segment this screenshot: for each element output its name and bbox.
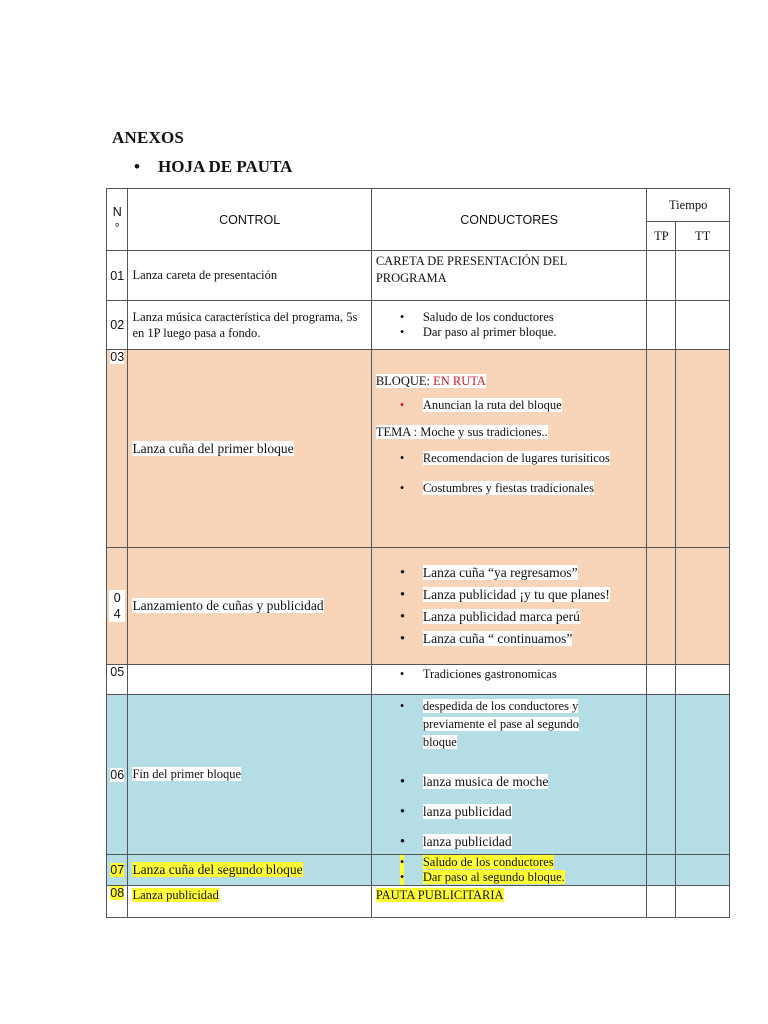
header-conductores: CONDUCTORES [371, 189, 647, 251]
row-conductores [371, 695, 647, 855]
row-number: 0 4 [107, 548, 128, 665]
row-tp [647, 251, 676, 301]
row-control: Lanza cuña del primer bloque [128, 350, 371, 548]
list-item: • Anuncian la ruta del bloque [399, 398, 562, 412]
list-item: • Recomendacion de lugares turisiticos [399, 451, 610, 465]
row-conductores [371, 548, 647, 665]
header-tiempo: Tiempo [647, 189, 730, 222]
list-item: • despedida de los conductores y previamente el pase al segundo bloque [399, 699, 580, 749]
row-tt [676, 665, 730, 695]
table-row [107, 886, 730, 918]
row-tp [647, 548, 676, 665]
table-row [107, 695, 730, 855]
row-control: Lanza publicidad [128, 886, 371, 918]
list-item: • Saludo de los conductores [399, 855, 554, 869]
list-item: • Lanza publicidad marca perú [399, 609, 580, 625]
row-number: 01 [107, 251, 128, 301]
pauta-table [106, 188, 730, 918]
list-item: • Dar paso al segundo bloque. [399, 870, 565, 884]
row-tt [676, 886, 730, 918]
row-tt [676, 301, 730, 350]
row-control: Lanza música característica del programa, 5s en 1P luego pasa a fondo. [128, 301, 371, 350]
row-conductores [371, 855, 647, 886]
row-control: Lanza careta de presentación [128, 251, 371, 301]
row-tp [647, 350, 676, 548]
document-heading: ANEXOS [112, 128, 185, 147]
list-item: • Lanza publicidad ¡y tu que planes! [399, 587, 610, 603]
list-item: • Saludo de los conductores [399, 310, 554, 324]
row-tt [676, 695, 730, 855]
list-item: • Lanza cuña “ continuamos” [399, 631, 573, 647]
row-tt [676, 855, 730, 886]
row-tt [676, 251, 730, 301]
list-item: • lanza publicidad [399, 834, 512, 850]
row-conductores: PAUTA PUBLICITARIA [371, 886, 647, 918]
row-tt [676, 350, 730, 548]
row-tt [676, 548, 730, 665]
row-control: Fin del primer bloque [128, 695, 371, 855]
row-tp [647, 301, 676, 350]
list-item: • Dar paso al primer bloque. [399, 325, 557, 339]
subheading-text: HOJA DE PAUTA [158, 157, 293, 176]
row-tp [647, 695, 676, 855]
row-number: 05 [107, 665, 128, 695]
row-conductores [371, 301, 647, 350]
table-row [107, 548, 730, 665]
row-number: 07 [107, 855, 128, 886]
row-control: Lanza cuña del segundo bloque [128, 855, 371, 886]
row-tp [647, 855, 676, 886]
row-conductores: BLOQUE: EN RUTA • Anuncian la ruta del bloque TEMA : Moche y sus tradiciones.. • Recomendacion de lugares turisiticos • Costumbres y fiestas tradicionales [371, 350, 647, 548]
table-row [107, 251, 730, 301]
header-number: N ° [107, 189, 128, 251]
table-row [107, 855, 730, 886]
header-control: CONTROL [128, 189, 371, 251]
row-conductores: CARETA DE PRESENTACIÓN DEL PROGRAMA [371, 251, 647, 301]
row-control [128, 665, 371, 695]
header-tp: TP [647, 222, 676, 251]
list-item: • Tradiciones gastronomicas [399, 667, 557, 681]
table-row [107, 301, 730, 350]
row-tp [647, 665, 676, 695]
row-number: 08 [107, 886, 128, 918]
list-item: • Costumbres y fiestas tradicionales [399, 481, 594, 495]
bullet-icon: • [134, 157, 140, 176]
row-tp [647, 886, 676, 918]
list-item: • Lanza cuña “ya regresamos” [399, 565, 578, 581]
list-item: • lanza publicidad [399, 804, 512, 820]
table-row [107, 350, 730, 548]
row-control: Lanzamiento de cuñas y publicidad [128, 548, 371, 665]
row-number: 02 [107, 301, 128, 350]
list-item: • lanza musica de moche [399, 774, 549, 790]
table-row [107, 665, 730, 695]
header-tt: TT [676, 222, 730, 251]
row-number: 06 [107, 695, 128, 855]
row-number: 03 [107, 350, 128, 548]
row-conductores [371, 665, 647, 695]
